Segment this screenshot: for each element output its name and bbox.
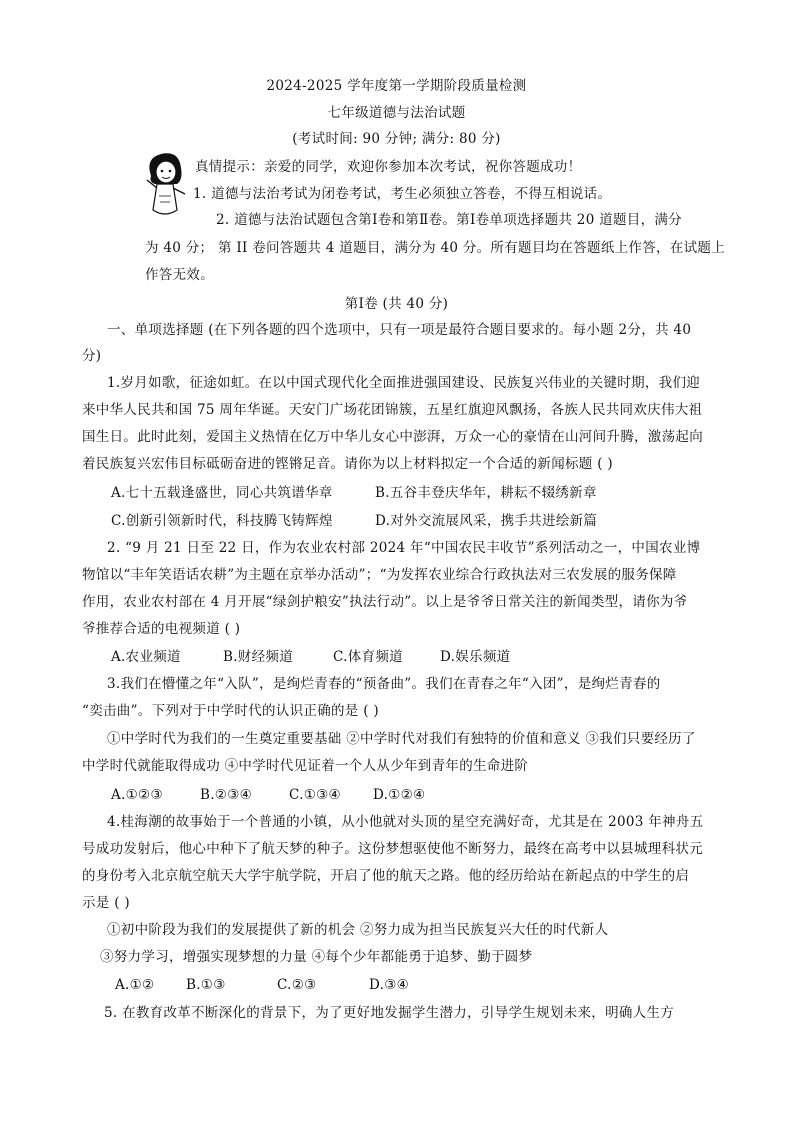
q4-line: 的身份考入北京航空航天大学宇航学院，开启了他的航天之路。他的经历给站在新起点的中学生的启 bbox=[82, 868, 690, 884]
q4-line: 示是 ( ) bbox=[82, 895, 130, 911]
tips-rule-2-cont: 为 40 分； 第 II 卷问答题共 4 道题目，满分为 40 分。所有题目均在答题纸上作答，在试题上 bbox=[145, 240, 726, 256]
q4-line: 4.桂海潮的故事始于一个普通的小镇，从小他就对头顶的星空充满好奇，尤其是在 2003 年神舟五 bbox=[107, 814, 704, 830]
q1-line: 来中华人民共和国 75 周年华诞。天安门广场花团锦簇，五星红旗迎风飘扬，各族人民共同欢庆伟大祖 bbox=[82, 402, 703, 418]
q3-option-b: B.②③④ bbox=[200, 787, 253, 803]
q3-statements-cont: 中学时代就能取得成功 ④中学时代见证着一个人从少年到青年的生命进阶 bbox=[82, 758, 529, 774]
q5-line: 5. 在教育改革不断深化的背景下，为了更好地发掘学生潜力，引导学生规划未来，明确人生方 bbox=[104, 1005, 675, 1021]
q3-option-a: A.①②③ bbox=[111, 787, 163, 803]
q2-option-b: B.财经频道 bbox=[223, 649, 294, 665]
q2-option-d: D.娱乐频道 bbox=[440, 649, 511, 665]
section-title: 第Ⅰ卷 (共 40 分) bbox=[344, 296, 449, 312]
q4-option-c: C.②③ bbox=[277, 977, 317, 993]
q2-line: 爷推荐合适的电视频道 ( ) bbox=[82, 621, 241, 637]
q1-option-b: B.五谷丰登庆华年，耕耘不辍绣新章 bbox=[375, 485, 597, 501]
exam-subtitle: 七年级道德与法治试题 bbox=[327, 105, 466, 121]
q3-option-c: C.①③④ bbox=[289, 787, 341, 803]
q2-line: 物馆以“丰年笑语话农耕”为主题在京举办活动”；“为发挥农业综合行政执法对三农发展的服务保障 bbox=[82, 567, 677, 583]
q4-option-d: D.③④ bbox=[369, 977, 410, 993]
q3-statements: ①中学时代为我们的一生奠定重要基础 ②中学时代对我们有独特的价值和意义 ③我们只要经历了 bbox=[107, 731, 696, 747]
q1-line: 国生日。此时此刻，爱国主义热情在亿万中华儿女心中澎湃，万众一心的豪情在山河间升腾，激荡起向 bbox=[82, 429, 703, 445]
q3-line: 3.我们在懵懂之年“入队”，是绚烂青春的“预备曲”。我们在青春之年“入团”，是绚烂青春的 bbox=[107, 676, 661, 692]
student-mascot-illustration bbox=[141, 150, 189, 222]
q3-option-d: D.①②④ bbox=[373, 787, 426, 803]
q4-statements-cont: ③努力学习，增强实现梦想的力量 ④每个少年都能勇于追梦、勤于圆梦 bbox=[100, 949, 533, 965]
exam-title: 2024-2025 学年度第一学期阶段质量检测 bbox=[266, 78, 527, 94]
tips-greeting: 真情提示：亲爱的同学，欢迎你参加本次考试，祝你答题成功！ bbox=[195, 159, 582, 175]
q2-option-a: A.农业频道 bbox=[111, 649, 181, 665]
tips-rule-1: 1. 道德与法治考试为闭卷考试，考生必须独立答卷，不得互相说话。 bbox=[193, 186, 612, 202]
q2-option-c: C.体育频道 bbox=[333, 649, 403, 665]
tips-rule-2: 2. 道德与法治试题包含第Ⅰ卷和第Ⅱ卷。第Ⅰ卷单项选择题共 20 道题目，满分 bbox=[216, 212, 682, 228]
q2-line: 作用，农业农村部在 4 月开展“绿剑护粮安”执法行动”。以上是爷爷日常关注的新闻类型，请你为爷 bbox=[82, 594, 688, 610]
section-instruction: 一、单项选择题 (在下列各题的四个选项中，只有一项是最符合题目要求的。每小题 2分，共 40 bbox=[107, 322, 692, 338]
q1-option-a: A.七十五载逢盛世，同心共筑谱华章 bbox=[111, 485, 333, 501]
q4-option-a: A.①② bbox=[115, 977, 155, 993]
q4-line: 号成功发射后，他心中种下了航天梦的种子。这份梦想驱使他不断努力，最终在高考中以县城理科状元 bbox=[82, 841, 703, 857]
q1-line: 着民族复兴宏伟目标砥砺奋进的铿锵足音。请你为以上材料拟定一个合适的新闻标题 ( ) bbox=[82, 456, 613, 472]
q2-line: 2. “9 月 21 日至 22 日，作为农业农村部 2024 年“中国农民丰收节”系列活动之一，中国农业博 bbox=[107, 540, 701, 556]
section-instruction-cont: 分) bbox=[82, 348, 102, 364]
q1-option-d: D.对外交流展风采，携手共进绘新篇 bbox=[375, 513, 598, 529]
tips-rule-2-end: 作答无效。 bbox=[145, 267, 214, 283]
q3-line: “奕击曲”。下列对于中学时代的认识正确的是 ( ) bbox=[82, 703, 379, 719]
q1-option-c: C.创新引领新时代，科技腾飞铸辉煌 bbox=[111, 513, 333, 529]
q1-line: 1.岁月如歌，征途如虹。在以中国式现代化全面推进强国建设、民族复兴伟业的关键时期，我们迎 bbox=[107, 375, 701, 391]
q4-statements: ①初中阶段为我们的发展提供了新的机会 ②努力成为担当民族复兴大任的时代新人 bbox=[107, 922, 609, 938]
q4-option-b: B.①③ bbox=[186, 977, 226, 993]
exam-info: (考试时间: 90 分钟; 满分: 80 分) bbox=[292, 131, 501, 147]
